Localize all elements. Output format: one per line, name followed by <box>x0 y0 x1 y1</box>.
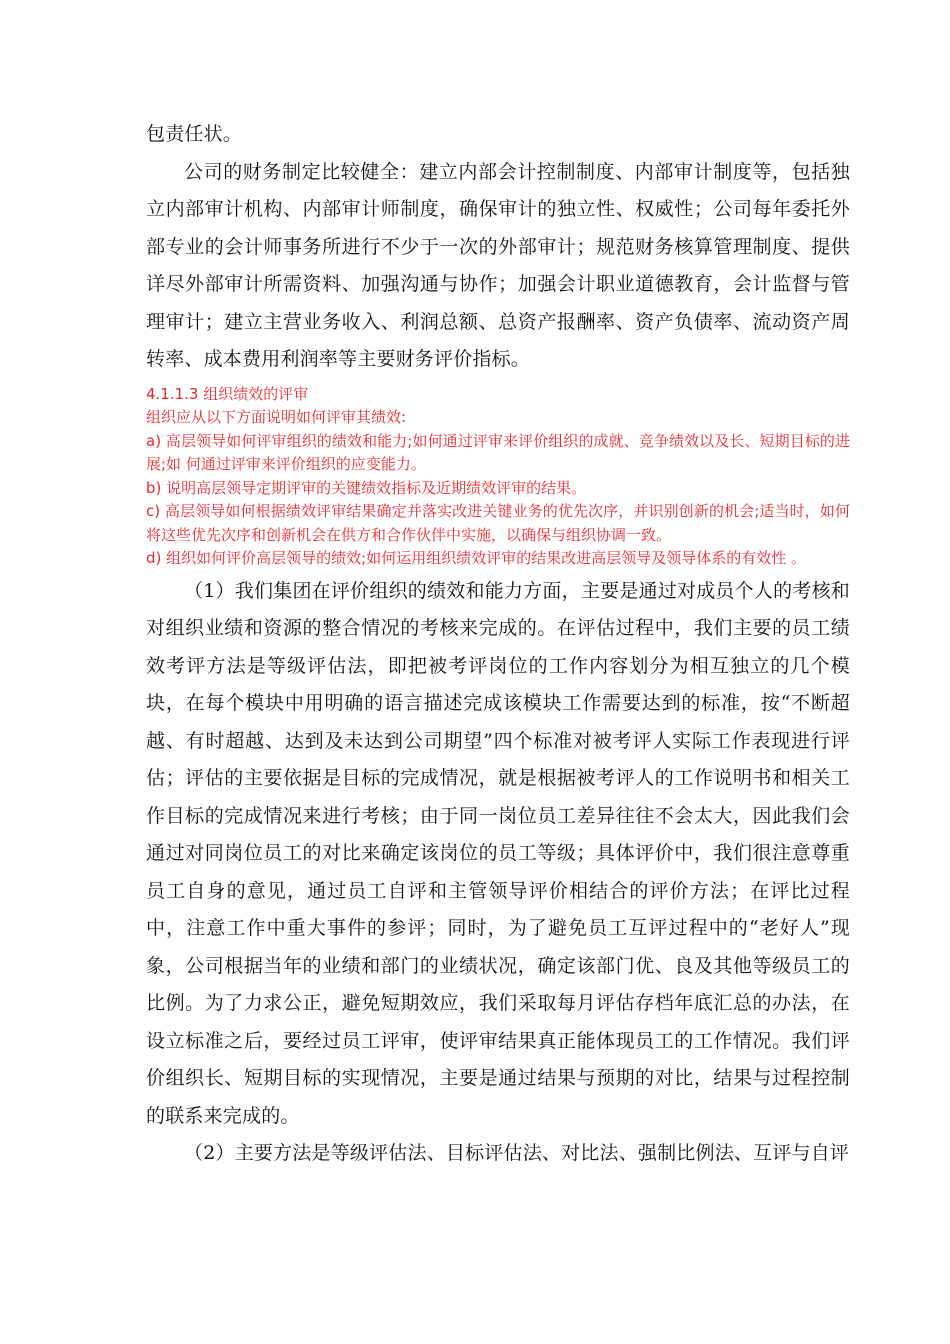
criteria-item-b: b) 说明高层领导定期评审的关键绩效指标及近期绩效评审的结果。 <box>146 478 587 497</box>
criteria-intro: 组织应从以下方面说明如何评审其绩效: <box>146 408 407 426</box>
page-content <box>146 116 850 1173</box>
continued-paragraph: 包责任状。 <box>146 123 243 145</box>
criteria-item-d: d) 组织如何评价高层领导的绩效;如何运用组织绩效评审的结果改进高层领导及领导体系的有效性 。 <box>146 549 806 567</box>
section-heading: 4.1.1.3 组织绩效的评审 <box>146 384 309 403</box>
criteria-item-a: a) 高层领导如何评审组织的绩效和能力;如何通过评审来评价组织的成就、竞争绩效以及长、短期目标的进展;如 何通过评审来评价组织的应变能力。 <box>146 431 850 473</box>
answer-paragraph-1: （1）我们集团在评价组织的绩效和能力方面，主要是通过对成员个人的考核和对组织业绩和资源的整合情况的考核来完成的。在评估过程中，我们主要的员工绩效考评方法是等级评估法，即把被考评岗位的工作内容划分为相互独立的几个模块，在每个模块中用明确的语言描述完成该模块工作需要达到的标准，按“不断超越、有时超越、达到及未达到公司期望”四个标准对被考评人实际工作表现进行评估；评估的主要依据是目标的完成情况，就是根据被考评人的工作说明书和相关工作目标的完成情况来进行考核；由于同一岗位员工差异往往不会太大，因此我们会通过对同岗位员工的对比来确定该岗位的员工等级；具体评价中，我们很注意尊重员工自身的意见，通过员工自评和主管领导评价相结合的评价方法；在评比过程中，注意工作中重大事件的参评；同时，为了避免员工互评过程中的“老好人”现象，公司根据当年的业绩和部门的业绩状况，确定该部门优、良及其他等级员工的比例。为了力求公正，避免短期效应，我们采取每月评估存档年底汇总的办法，在设立标准之后，要经过员工评审，使评审结果真正能体现员工的工作情况。我们评价组织长、短期目标的实现情况，主要是通过结果与预期的对比，结果与过程控制的联系来完成的。 <box>146 579 850 1127</box>
answer-paragraph-2: （2）主要方法是等级评估法、目标评估法、对比法、强制比例法、互评与自评 <box>184 1142 850 1164</box>
finance-system-paragraph: 公司的财务制定比较健全：建立内部会计控制制度、内部审计制度等，包括独立内部审计机构、内部审计师制度，确保审计的独立性、权威性；公司每年委托外部专业的会计师事务所进行不少于一次的外部审计；规范财务核算管理制度、提供详尽外部审计所需资料、加强沟通与协作；加强会计职业道德教育，会计监督与管理审计；建立主营业务收入、利润总额、总资产报酬率、资产负债率、流动资产周转率、成本费用利润率等主要财务评价指标。 <box>146 160 850 370</box>
criteria-block <box>146 383 850 571</box>
criteria-item-c: c) 高层领导如何根据绩效评审结果确定并落实改进关键业务的优先次序，并识别创新的机会;适当时，如何将这些优先次序和创新机会在供方和合作伙伴中实施，以确保与组织协调一致。 <box>146 502 850 544</box>
